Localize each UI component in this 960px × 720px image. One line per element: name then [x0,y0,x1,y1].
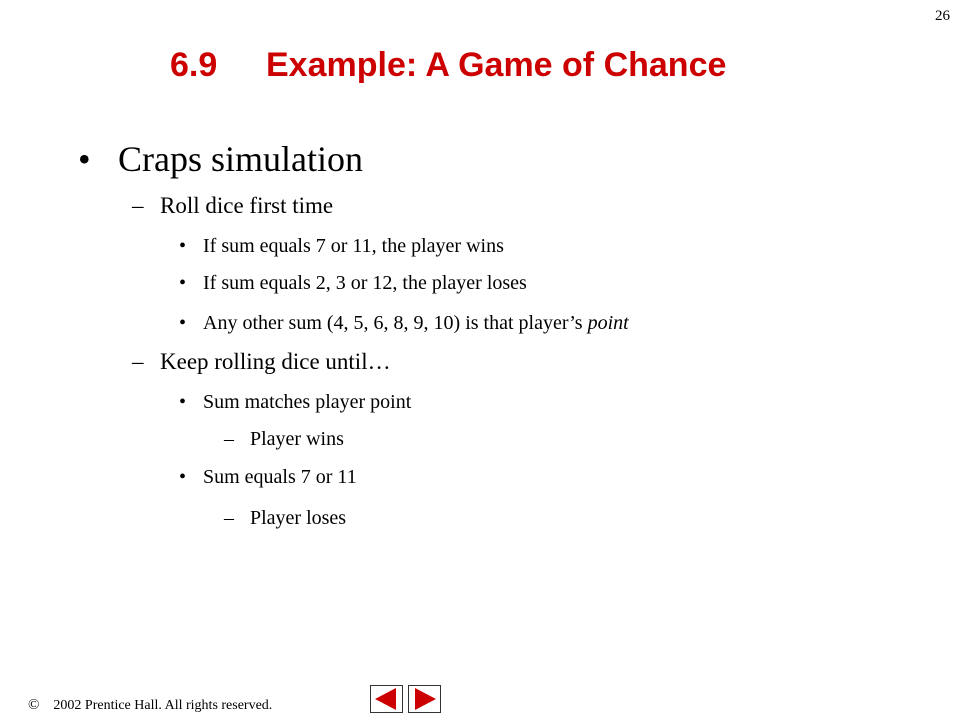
result-text: Player wins [250,428,344,450]
result-text: Player loses [250,507,347,529]
list-item-text: If sum equals 7 or 11, the player wins [203,235,504,257]
right-triangle-icon [408,685,441,713]
dash-icon: – [132,349,144,374]
result-item [224,428,344,451]
footer-text: 2002 Prentice Hall. All rights reserved. [53,698,273,713]
list-item-text: Any other sum (4, 5, 6, 8, 9, 10) is that player’s [203,312,588,334]
point-word: point [587,312,629,334]
sub-bullet-item [132,193,334,219]
dash-icon: – [224,428,234,450]
bullet-icon: • [179,391,187,413]
page-number: 26 [935,8,950,24]
sub-bullet-text: Roll dice first time [160,193,334,218]
left-triangle-icon [370,685,403,713]
bullet-icon: • [179,312,187,334]
bullet-text: Craps simulation [118,139,363,179]
bullet-icon: • [179,235,187,257]
bullet-icon: • [179,272,187,294]
list-item-text: Sum matches player point [203,391,412,413]
list-item-text: If sum equals 2, 3 or 12, the player loses [203,272,527,294]
dash-icon: – [224,507,234,529]
slide-title [170,46,726,85]
section-number: 6.9 [170,46,218,84]
dash-icon: – [132,193,144,218]
bullet-item [78,138,363,180]
list-item [179,272,527,295]
sub-bullet-text: Keep rolling dice until… [160,349,391,374]
list-item [179,466,357,489]
next-slide-button[interactable] [408,685,441,713]
result-item [224,507,347,530]
list-item [179,312,629,335]
list-item [179,391,412,414]
sub-bullet-item [132,349,391,375]
bullet-icon: • [179,466,187,488]
copyright-icon: © [28,697,40,713]
title-text: Example: A Game of Chance [266,46,727,84]
list-item-text: Sum equals 7 or 11 [203,466,357,488]
bullet-icon: • [78,139,91,179]
list-item [179,235,504,258]
previous-slide-button[interactable] [370,685,403,713]
footer [28,697,272,714]
